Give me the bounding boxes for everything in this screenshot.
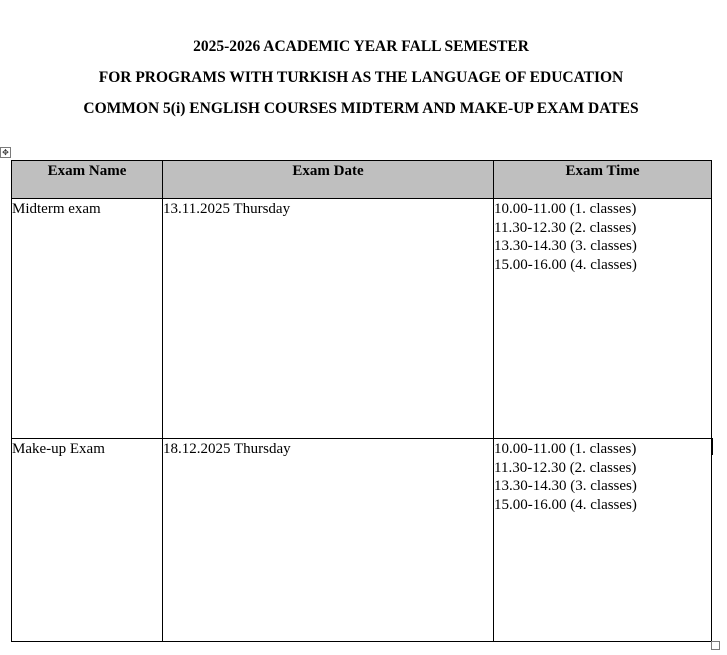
exam-date-cell[interactable]: 13.11.2025 Thursday <box>163 199 494 439</box>
exam-time-slot: 15.00-16.00 (4. classes) <box>494 257 637 274</box>
column-header-exam-name: Exam Name <box>12 161 163 199</box>
exam-time-slot: 15.00-16.00 (4. classes) <box>494 497 637 514</box>
document-title-line-1: 2025-2026 ACADEMIC YEAR FALL SEMESTER <box>193 38 529 55</box>
exam-date-cell[interactable]: 18.12.2025 Thursday <box>163 439 494 642</box>
exam-time-cell[interactable] <box>494 439 712 642</box>
document-title-line-2: FOR PROGRAMS WITH TURKISH AS THE LANGUAGE OF EDUCATION <box>98 69 624 86</box>
text-cursor <box>712 438 713 455</box>
exam-time-slot: 13.30-14.30 (3. classes) <box>494 478 637 495</box>
exam-name-cell[interactable]: Make-up Exam <box>12 439 163 642</box>
table-row-midterm <box>12 199 712 439</box>
exam-schedule-table <box>11 160 712 642</box>
table-header-row <box>12 161 712 199</box>
exam-time-slot: 13.30-14.30 (3. classes) <box>494 238 637 255</box>
document-title-line-3: COMMON 5(i) ENGLISH COURSES MIDTERM AND MAKE-UP EXAM DATES <box>83 100 639 117</box>
exam-time-slot: 10.00-11.00 (1. classes) <box>494 201 637 217</box>
table-resize-handle-icon[interactable] <box>711 641 720 650</box>
column-header-exam-time: Exam Time <box>494 161 712 199</box>
table-row-makeup <box>12 439 712 642</box>
table-move-handle-icon[interactable]: ✥ <box>0 147 11 158</box>
column-header-exam-date: Exam Date <box>163 161 494 199</box>
exam-name-cell[interactable]: Midterm exam <box>12 199 163 439</box>
exam-time-slot: 11.30-12.30 (2. classes) <box>494 219 637 236</box>
exam-time-cell[interactable] <box>494 199 712 439</box>
exam-time-slot: 10.00-11.00 (1. classes) <box>494 441 637 457</box>
exam-time-slot: 11.30-12.30 (2. classes) <box>494 459 637 476</box>
